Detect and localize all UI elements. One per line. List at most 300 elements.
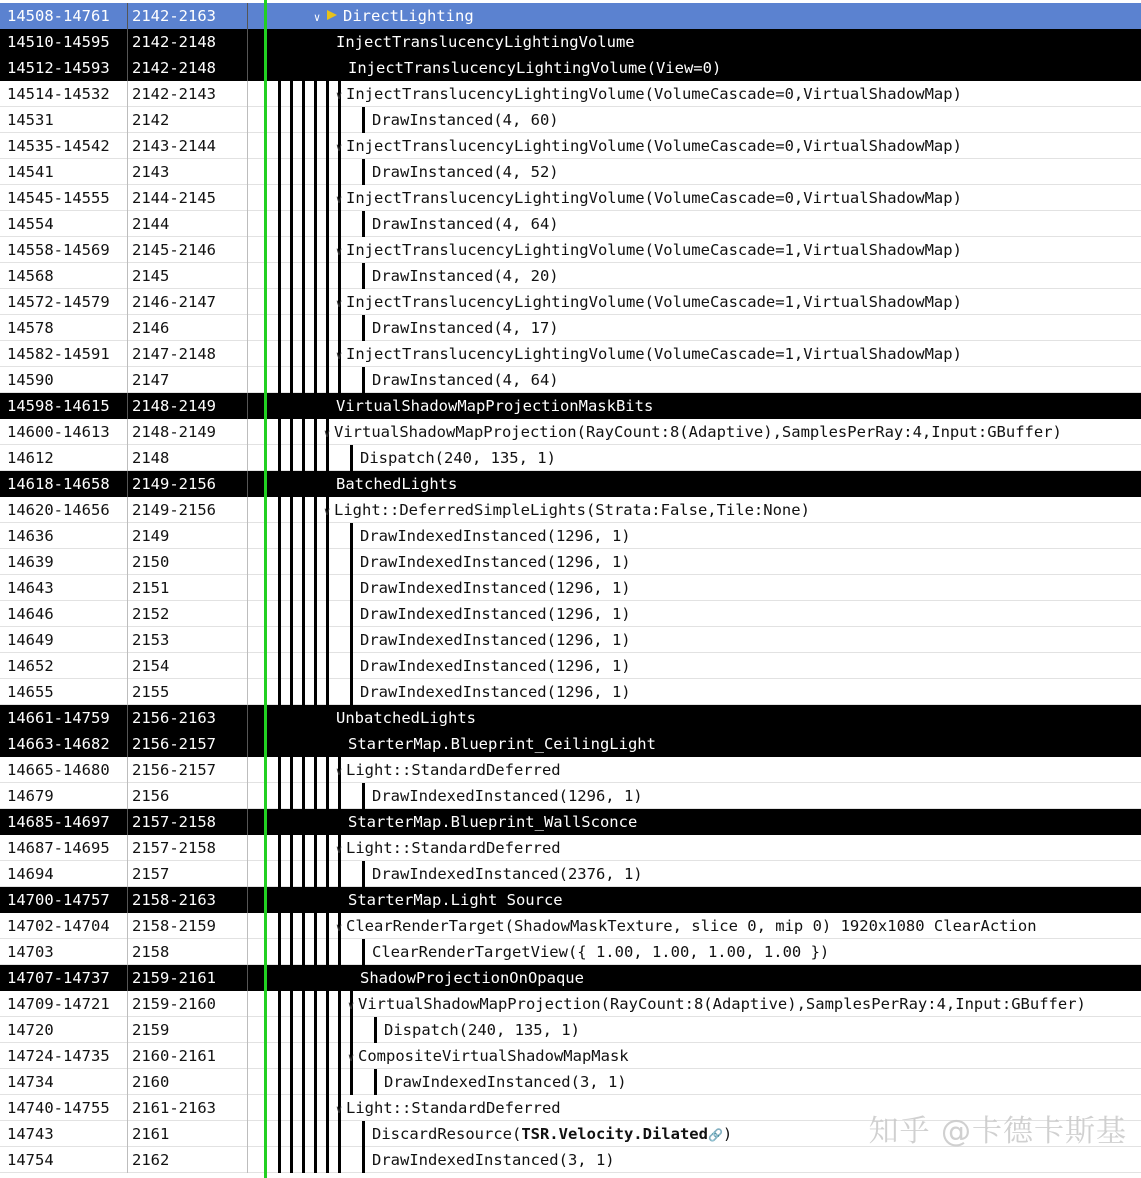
event-name: InjectTranslucencyLightingVolume(VolumeCascade=0,VirtualShadowMap) [346, 85, 962, 103]
tree-guide-line [326, 1043, 329, 1069]
tree-guide-line [278, 939, 281, 965]
event-row[interactable] [0, 29, 1141, 55]
tree-guide-line [326, 939, 329, 965]
tree-guide-line [302, 679, 305, 705]
eid-cell: 14649 [0, 627, 128, 653]
tree-guide-line [326, 211, 329, 237]
tree-guide-line [326, 237, 329, 263]
tree-guide-line [290, 237, 293, 263]
tree-guide-line [314, 1147, 317, 1173]
tree-guide-line [362, 861, 365, 887]
tree-guide-line [302, 107, 305, 133]
draw-cell: 2161-2163 [128, 1095, 248, 1121]
event-row[interactable] [0, 263, 1141, 289]
event-row[interactable] [0, 1069, 1141, 1095]
tree-guide-line [362, 939, 365, 965]
eid-cell: 14703 [0, 939, 128, 965]
tree-guide-line [278, 81, 281, 107]
event-name: DrawInstanced(4, 60) [372, 111, 559, 129]
tree-guide-line [302, 185, 305, 211]
chevron-down-icon[interactable]: ∨ [335, 349, 343, 362]
chevron-down-icon[interactable]: ∨ [335, 843, 343, 856]
event-row[interactable] [0, 809, 1141, 835]
event-row[interactable] [0, 861, 1141, 887]
event-name: Light::DeferredSimpleLights(Strata:False,Tile:None) [334, 501, 810, 519]
tree-guide-line [278, 341, 281, 367]
tree-guide-line [302, 1147, 305, 1173]
tree-guide-line [314, 861, 317, 887]
draw-cell: 2143-2144 [128, 133, 248, 159]
chevron-down-icon[interactable]: ∨ [335, 89, 343, 102]
draw-cell: 2149-2156 [128, 471, 248, 497]
tree-guide-line [314, 289, 317, 315]
tree-guide-line [314, 601, 317, 627]
tree-guide-line [314, 523, 317, 549]
event-name: InjectTranslucencyLightingVolume(VolumeCascade=1,VirtualShadowMap) [346, 345, 962, 363]
event-row[interactable] [0, 419, 1141, 445]
name-cell [248, 341, 1141, 367]
draw-cell: 2147-2148 [128, 341, 248, 367]
chevron-down-icon[interactable]: ∨ [323, 505, 331, 518]
tree-guide-line [314, 445, 317, 471]
event-row[interactable] [0, 3, 1141, 29]
tree-guide-line [290, 523, 293, 549]
name-cell [248, 835, 1141, 861]
tree-guide-line [302, 497, 305, 523]
eid-cell: 14578 [0, 315, 128, 341]
name-cell [248, 783, 1141, 809]
tree-guide-line [362, 159, 365, 185]
chevron-down-icon[interactable]: ∨ [335, 193, 343, 206]
tree-guide-line [290, 159, 293, 185]
draw-cell: 2142-2148 [128, 55, 248, 81]
tree-guide-line [278, 289, 281, 315]
draw-cell: 2157-2158 [128, 809, 248, 835]
tree-guide-line [314, 783, 317, 809]
tree-guide-line [314, 367, 317, 393]
tree-guide-line [302, 861, 305, 887]
event-row[interactable] [0, 575, 1141, 601]
draw-cell: 2159 [128, 1017, 248, 1043]
eid-cell: 14734 [0, 1069, 128, 1095]
draw-cell: 2150 [128, 549, 248, 575]
chevron-down-icon[interactable]: ∨ [323, 427, 331, 440]
tree-guide-line [290, 991, 293, 1017]
name-cell [248, 393, 1141, 419]
name-cell [248, 289, 1141, 315]
tree-guide-line [290, 445, 293, 471]
tree-guide-line [362, 367, 365, 393]
tree-guide-line [278, 185, 281, 211]
tree-guide-line [314, 939, 317, 965]
tree-guide-line [362, 263, 365, 289]
event-row[interactable] [0, 497, 1141, 523]
event-row[interactable] [0, 783, 1141, 809]
draw-cell: 2148-2149 [128, 393, 248, 419]
tree-guide-line [290, 341, 293, 367]
event-row[interactable] [0, 341, 1141, 367]
eid-cell: 14531 [0, 107, 128, 133]
tree-guide-line [290, 1017, 293, 1043]
tree-guide-line [362, 107, 365, 133]
draw-cell: 2142-2148 [128, 29, 248, 55]
draw-cell: 2149 [128, 523, 248, 549]
tree-guide-line [278, 549, 281, 575]
event-row[interactable] [0, 1017, 1141, 1043]
draw-cell: 2162 [128, 1147, 248, 1173]
event-name: StarterMap.Light Source [348, 891, 563, 909]
event-row[interactable] [0, 393, 1141, 419]
tree-guide-line [326, 445, 329, 471]
tree-guide-line [350, 549, 353, 575]
draw-cell: 2156-2163 [128, 705, 248, 731]
tree-guide-line [314, 575, 317, 601]
event-row[interactable] [0, 887, 1141, 913]
event-row[interactable] [0, 991, 1141, 1017]
name-cell [248, 809, 1141, 835]
event-name: InjectTranslucencyLightingVolume(VolumeCascade=1,VirtualShadowMap) [346, 293, 962, 311]
draw-cell: 2153 [128, 627, 248, 653]
tree-guide-line [290, 835, 293, 861]
tree-guide-line [326, 991, 329, 1017]
event-row[interactable] [0, 315, 1141, 341]
tree-guide-line [326, 315, 329, 341]
tree-guide-line [302, 835, 305, 861]
eid-cell: 14702-14704 [0, 913, 128, 939]
event-name: InjectTranslucencyLightingVolume(View=0) [348, 59, 722, 77]
draw-cell: 2161 [128, 1121, 248, 1147]
chevron-down-icon[interactable]: ∨ [347, 999, 355, 1012]
tree-guide-line [326, 341, 329, 367]
tree-guide-line [314, 159, 317, 185]
tree-guide-line [350, 1017, 353, 1043]
tree-guide-line [302, 159, 305, 185]
event-name: DrawIndexedInstanced(1296, 1) [360, 683, 631, 701]
chevron-down-icon[interactable]: ∨ [335, 245, 343, 258]
event-row[interactable] [0, 601, 1141, 627]
name-cell [248, 159, 1141, 185]
draw-cell: 2144-2145 [128, 185, 248, 211]
tree-guide-line [278, 913, 281, 939]
tree-guide-line [326, 679, 329, 705]
tree-guide-line [278, 237, 281, 263]
event-row[interactable] [0, 965, 1141, 991]
tree-guide-line [326, 549, 329, 575]
name-cell [248, 601, 1141, 627]
tree-guide-line [290, 133, 293, 159]
event-row[interactable] [0, 653, 1141, 679]
tree-guide-line [326, 1017, 329, 1043]
event-row[interactable] [0, 55, 1141, 81]
tree-guide-line [302, 367, 305, 393]
tree-guide-line [326, 367, 329, 393]
tree-guide-line [278, 991, 281, 1017]
chevron-down-icon[interactable]: ∨ [335, 141, 343, 154]
event-name: ClearRenderTarget(ShadowMaskTexture, slice 0, mip 0) 1920x1080 ClearAction [346, 917, 1037, 935]
tree-guide-line [278, 1069, 281, 1095]
tree-guide-line [290, 1069, 293, 1095]
draw-cell: 2142 [128, 107, 248, 133]
chevron-down-icon[interactable]: ∨ [335, 765, 343, 778]
tree-guide-line [278, 601, 281, 627]
eid-cell: 14618-14658 [0, 471, 128, 497]
event-name: DirectLighting [343, 7, 474, 25]
tree-guide-line [338, 107, 341, 133]
tree-guide-line [290, 861, 293, 887]
event-name: DrawIndexedInstanced(2376, 1) [372, 865, 643, 883]
tree-guide-line [314, 263, 317, 289]
name-cell [248, 133, 1141, 159]
eid-cell: 14707-14737 [0, 965, 128, 991]
event-name: StarterMap.Blueprint_CeilingLight [348, 735, 656, 753]
event-name: VirtualShadowMapProjection(RayCount:8(Adaptive),SamplesPerRay:4,Input:GBuffer) [334, 423, 1062, 441]
event-name: DiscardResource( [372, 1125, 522, 1143]
tree-guide-line [302, 289, 305, 315]
event-name: DrawIndexedInstanced(3, 1) [384, 1073, 627, 1091]
tree-guide-line [278, 627, 281, 653]
event-name: BatchedLights [336, 475, 458, 493]
tree-guide-line [350, 627, 353, 653]
name-cell [248, 1043, 1141, 1069]
name-cell [248, 211, 1141, 237]
chevron-down-icon[interactable]: ∨ [335, 921, 343, 934]
draw-cell: 2151 [128, 575, 248, 601]
eid-cell: 14598-14615 [0, 393, 128, 419]
tree-guide-line [314, 107, 317, 133]
tree-guide-line [338, 861, 341, 887]
draw-cell: 2142-2143 [128, 81, 248, 107]
draw-cell: 2160-2161 [128, 1043, 248, 1069]
name-cell [248, 497, 1141, 523]
tree-guide-line [326, 185, 329, 211]
event-tree[interactable] [0, 3, 1141, 1173]
tree-guide-line [314, 627, 317, 653]
eid-cell: 14743 [0, 1121, 128, 1147]
name-cell [248, 705, 1141, 731]
tree-guide-line [314, 991, 317, 1017]
draw-cell: 2156 [128, 783, 248, 809]
tree-guide-line [302, 1095, 305, 1121]
tree-guide-line [278, 1095, 281, 1121]
event-row[interactable] [0, 835, 1141, 861]
tree-guide-line [374, 1017, 377, 1043]
tree-guide-line [278, 315, 281, 341]
tree-guide-line [362, 1147, 365, 1173]
tree-guide-line [326, 81, 329, 107]
event-row[interactable] [0, 445, 1141, 471]
name-cell [248, 185, 1141, 211]
eid-cell: 14663-14682 [0, 731, 128, 757]
tree-guide-line [302, 991, 305, 1017]
tree-guide-line [338, 263, 341, 289]
tree-guide-line [374, 1069, 377, 1095]
event-row[interactable] [0, 1147, 1141, 1173]
tree-guide-line [278, 1017, 281, 1043]
draw-cell: 2142-2163 [128, 3, 248, 29]
event-row[interactable] [0, 627, 1141, 653]
tree-guide-line [302, 1069, 305, 1095]
tree-guide-line [326, 289, 329, 315]
name-cell [248, 653, 1141, 679]
tree-guide-line [302, 627, 305, 653]
tree-guide-line [326, 1069, 329, 1095]
name-cell [248, 991, 1141, 1017]
eid-cell: 14620-14656 [0, 497, 128, 523]
link-icon[interactable]: 🔗 [707, 1128, 723, 1142]
name-cell [248, 965, 1141, 991]
tree-guide-line [290, 627, 293, 653]
name-cell [248, 315, 1141, 341]
event-name: DrawIndexedInstanced(1296, 1) [360, 631, 631, 649]
tree-guide-line [338, 1069, 341, 1095]
watermark: 知乎 @卡德卡斯基 [868, 1114, 1127, 1149]
name-cell [248, 1147, 1141, 1173]
event-row[interactable] [0, 523, 1141, 549]
tree-guide-line [314, 1095, 317, 1121]
eid-cell: 14545-14555 [0, 185, 128, 211]
draw-cell: 2146 [128, 315, 248, 341]
tree-guide-line [278, 133, 281, 159]
name-cell [248, 445, 1141, 471]
tree-guide-line [350, 601, 353, 627]
tree-guide-line [314, 497, 317, 523]
tree-guide-line [338, 939, 341, 965]
tree-guide-line [290, 107, 293, 133]
name-cell [248, 939, 1141, 965]
tree-guide-line [302, 237, 305, 263]
tree-guide-line [302, 341, 305, 367]
event-name: Dispatch(240, 135, 1) [384, 1021, 580, 1039]
event-row[interactable] [0, 939, 1141, 965]
event-row[interactable] [0, 289, 1141, 315]
event-row[interactable] [0, 237, 1141, 263]
tree-guide-line [338, 783, 341, 809]
tree-guide-line [314, 1121, 317, 1147]
tree-guide-line [326, 263, 329, 289]
tree-guide-line [290, 367, 293, 393]
event-row[interactable] [0, 913, 1141, 939]
draw-cell: 2156-2157 [128, 757, 248, 783]
tree-guide-line [302, 913, 305, 939]
event-name: DrawInstanced(4, 64) [372, 371, 559, 389]
event-row[interactable] [0, 159, 1141, 185]
chevron-down-icon[interactable]: ∨ [335, 1103, 343, 1116]
event-name: DrawIndexedInstanced(1296, 1) [372, 787, 643, 805]
tree-guide-line [302, 1017, 305, 1043]
tree-guide-line [326, 601, 329, 627]
event-row[interactable] [0, 107, 1141, 133]
tree-guide-line [350, 575, 353, 601]
chevron-down-icon[interactable]: ∨ [313, 11, 321, 24]
tree-guide-line [338, 1147, 341, 1173]
flag-icon [327, 10, 337, 20]
eid-cell: 14652 [0, 653, 128, 679]
event-row[interactable] [0, 757, 1141, 783]
draw-cell: 2146-2147 [128, 289, 248, 315]
tree-guide-line [302, 757, 305, 783]
tree-guide-line [350, 1069, 353, 1095]
eid-cell: 14512-14593 [0, 55, 128, 81]
event-row[interactable] [0, 731, 1141, 757]
name-cell [248, 887, 1141, 913]
tree-guide-line [290, 289, 293, 315]
event-name: DrawInstanced(4, 52) [372, 163, 559, 181]
eid-cell: 14720 [0, 1017, 128, 1043]
tree-guide-line [350, 679, 353, 705]
tree-guide-line [290, 679, 293, 705]
eid-cell: 14590 [0, 367, 128, 393]
eid-cell: 14661-14759 [0, 705, 128, 731]
tree-guide-line [278, 679, 281, 705]
event-row[interactable] [0, 81, 1141, 107]
name-cell [248, 913, 1141, 939]
resource-name[interactable]: TSR.Velocity.Dilated [521, 1125, 708, 1143]
eid-cell: 14572-14579 [0, 289, 128, 315]
event-row[interactable] [0, 471, 1141, 497]
name-cell [248, 107, 1141, 133]
tree-guide-line [338, 315, 341, 341]
draw-cell: 2148 [128, 445, 248, 471]
draw-cell: 2147 [128, 367, 248, 393]
event-row[interactable] [0, 705, 1141, 731]
tree-guide-line [326, 757, 329, 783]
tree-guide-line [326, 159, 329, 185]
draw-cell: 2158-2159 [128, 913, 248, 939]
eid-cell: 14636 [0, 523, 128, 549]
tree-guide-line [314, 835, 317, 861]
eid-cell: 14709-14721 [0, 991, 128, 1017]
tree-guide-line [290, 81, 293, 107]
tree-guide-line [290, 653, 293, 679]
eid-cell: 14582-14591 [0, 341, 128, 367]
event-row[interactable] [0, 367, 1141, 393]
event-name: Light::StandardDeferred [346, 761, 561, 779]
tree-guide-line [302, 315, 305, 341]
event-name: ShadowProjectionOnOpaque [360, 969, 584, 987]
event-name: InjectTranslucencyLightingVolume [336, 33, 635, 51]
event-row[interactable] [0, 679, 1141, 705]
chevron-down-icon[interactable]: ∨ [347, 1051, 355, 1064]
event-row[interactable] [0, 185, 1141, 211]
eid-cell: 14612 [0, 445, 128, 471]
tree-guide-line [278, 211, 281, 237]
tree-guide-line [302, 133, 305, 159]
tree-guide-line [338, 1043, 341, 1069]
tree-guide-line [314, 81, 317, 107]
tree-guide-line [314, 1043, 317, 1069]
tree-guide-line [314, 679, 317, 705]
eid-cell: 14646 [0, 601, 128, 627]
tree-guide-line [362, 211, 365, 237]
event-name: DrawIndexedInstanced(1296, 1) [360, 605, 631, 623]
tree-guide-line [350, 523, 353, 549]
chevron-down-icon[interactable]: ∨ [335, 297, 343, 310]
event-row[interactable] [0, 211, 1141, 237]
event-name: ClearRenderTargetView({ 1.00, 1.00, 1.00, 1.00 }) [372, 943, 830, 961]
eid-cell: 14510-14595 [0, 29, 128, 55]
event-name: Dispatch(240, 135, 1) [360, 449, 556, 467]
event-row[interactable] [0, 1043, 1141, 1069]
tree-guide-line [314, 315, 317, 341]
name-cell [248, 29, 1141, 55]
event-row[interactable] [0, 133, 1141, 159]
event-row[interactable] [0, 549, 1141, 575]
event-name: DrawIndexedInstanced(1296, 1) [360, 657, 631, 675]
event-name-suffix: ) [722, 1125, 733, 1143]
draw-cell: 2155 [128, 679, 248, 705]
tree-guide-line [314, 1017, 317, 1043]
tree-guide-line [278, 497, 281, 523]
